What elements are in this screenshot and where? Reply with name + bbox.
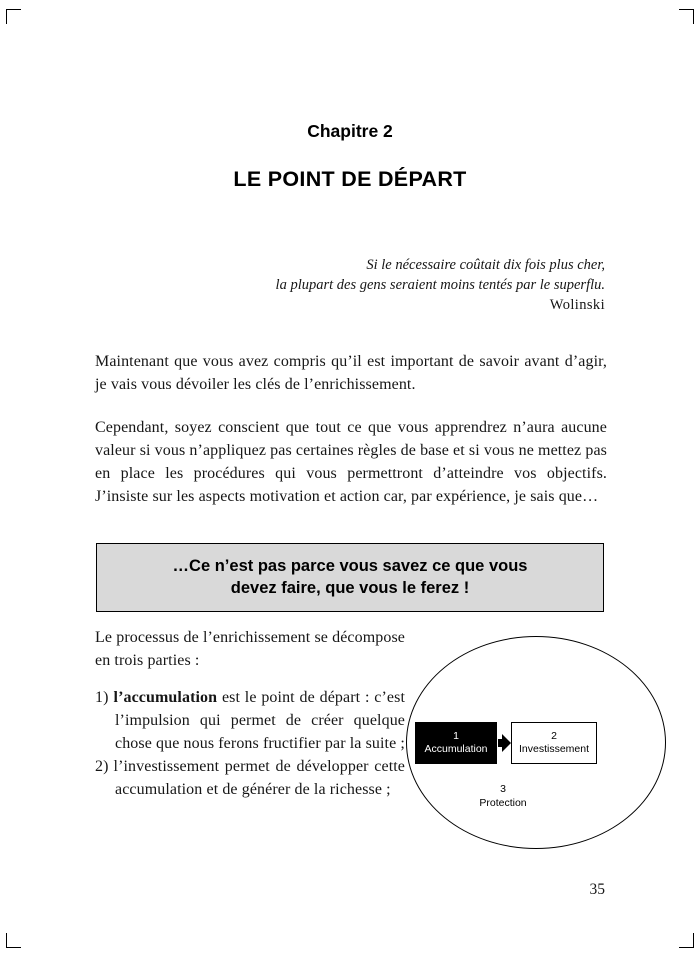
step2-label: Investissement [518, 743, 590, 755]
list-text-1: est le point de départ : c’est l’impulsion qui permet de créer quelque chose que nous ferons fructifier par la suite ; [115, 689, 405, 752]
epigraph-line-1: Si le nécessaire coûtait dix fois plus cher, [366, 257, 605, 273]
list-marker-2: 2) [95, 758, 109, 775]
page-number: 35 [589, 881, 605, 898]
callout-line-1: …Ce n’est pas parce vous savez ce que vous [172, 557, 528, 575]
callout-box [96, 543, 604, 612]
list-marker-1: 1) [95, 689, 109, 706]
right-block-arrow-icon [498, 734, 512, 752]
epigraph-line-2: la plupart des gens seraient moins tentés par le superflu. [275, 277, 605, 293]
crop-mark-bottom-right [679, 933, 694, 948]
crop-mark-top-left [6, 9, 21, 24]
list-item-2 [95, 755, 405, 801]
callout-line-2: devez faire, que vous le ferez ! [230, 579, 470, 597]
diagram-step1-box [415, 722, 497, 764]
list-item-1 [95, 686, 405, 755]
step3-number: 3 [500, 783, 506, 795]
step1-label: Accumulation [424, 743, 488, 755]
crop-mark-top-right [679, 9, 694, 24]
paragraph-2: Cependant, soyez conscient que tout ce que vous apprendrez n’aura aucune valeur si vous n’appliquez pas certaines règles de base et si vous ne mettez pas en place les procédures qui vous permettront d’atteindre vos objectifs. J’insiste sur les aspects motivation et action car, par expérience, je sais que… [95, 419, 607, 505]
page-title: LE POINT DE DÉPART [233, 167, 467, 191]
diagram-step3 [406, 782, 600, 810]
step3-label: Protection [479, 797, 527, 809]
list-lead-1: l’accumulation [113, 689, 218, 706]
chapter-label: Chapitre 2 [307, 121, 393, 141]
crop-mark-bottom-left [6, 933, 21, 948]
process-intro: Le processus de l’enrichissement se décompose en trois parties : [95, 629, 405, 669]
process-diagram [406, 636, 666, 849]
diagram-step2-box [511, 722, 597, 764]
list-text-2: l’investissement permet de développer cette accumulation et de générer de la richesse ; [113, 758, 405, 798]
process-text-column [95, 626, 405, 801]
epigraph [276, 255, 605, 315]
paragraph-1: Maintenant que vous avez compris qu’il est important de savoir avant d’agir, je vais vous dévoiler les clés de l’enrichissement. [95, 353, 607, 393]
epigraph-author: Wolinski [549, 297, 605, 313]
step2-number: 2 [551, 730, 557, 742]
arrow-head [502, 734, 511, 752]
step1-number: 1 [453, 730, 459, 742]
